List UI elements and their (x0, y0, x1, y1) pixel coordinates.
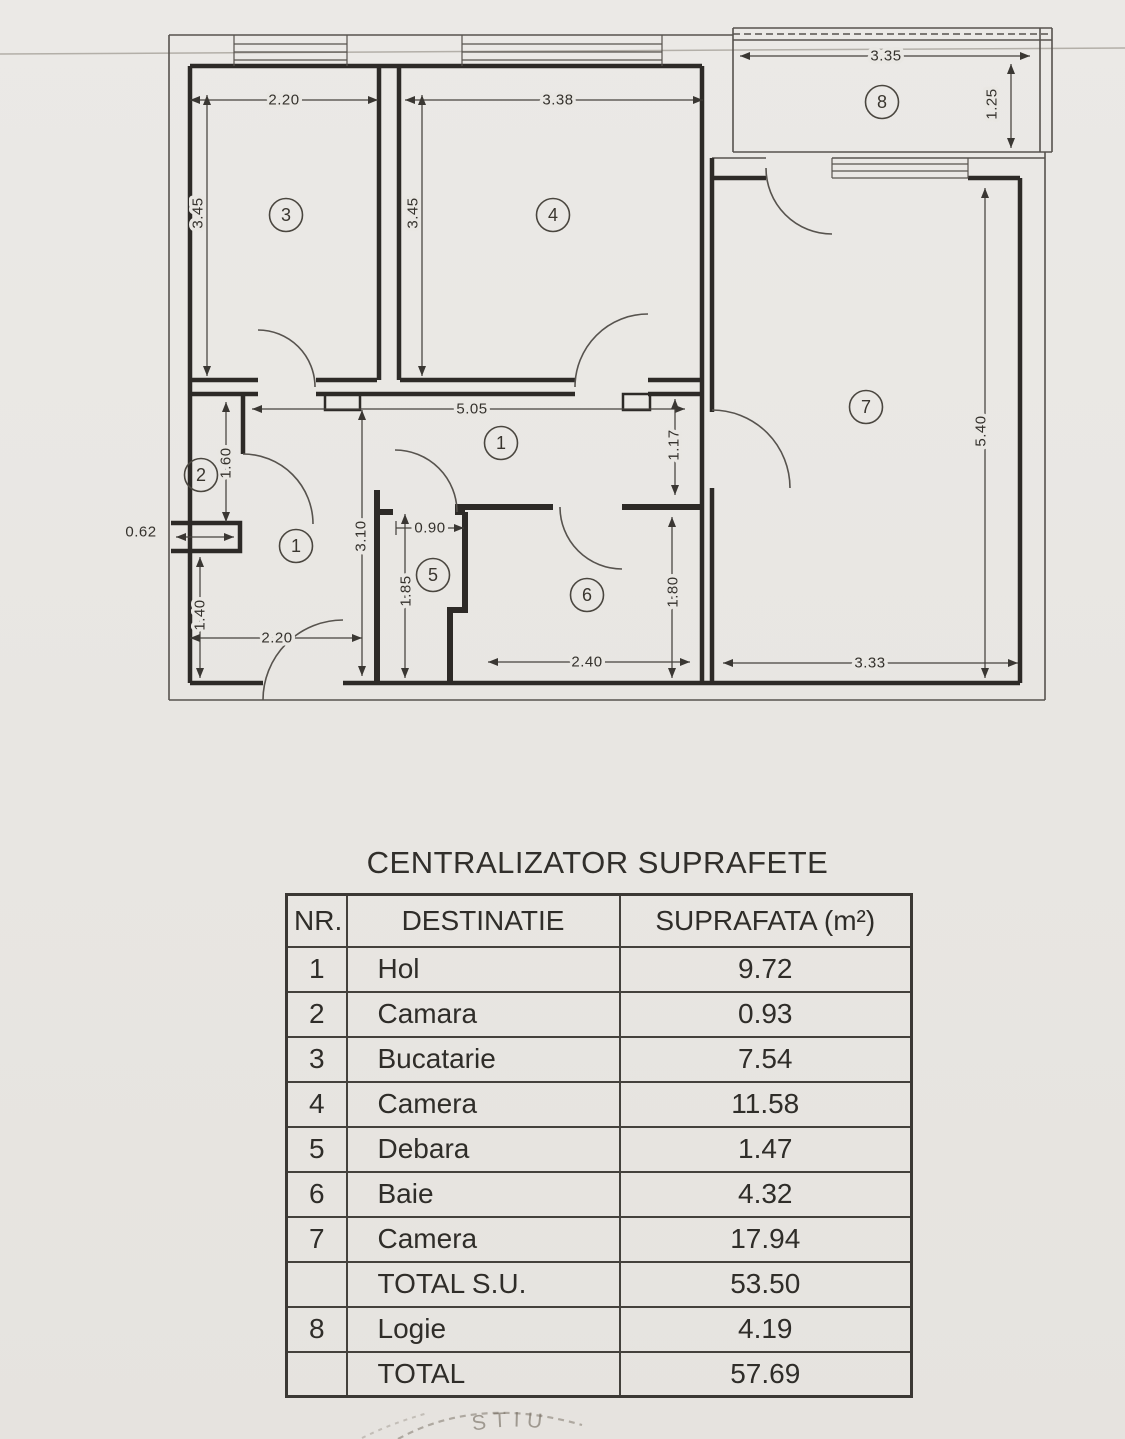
window-camera7-logie (832, 158, 968, 178)
areas-table (285, 893, 913, 1398)
svg-text:3.35: 3.35 (870, 47, 902, 65)
svg-text:1.25: 1.25 (983, 88, 1001, 120)
svg-text:0.90: 0.90 (414, 519, 446, 537)
table-row (287, 1082, 912, 1127)
dim-camera7-height (973, 188, 990, 678)
svg-text:3.45: 3.45 (404, 197, 422, 229)
svg-text:3.38: 3.38 (542, 91, 574, 109)
cell-destinatie: Baie (347, 1172, 620, 1217)
svg-text:1.80: 1.80 (664, 576, 682, 608)
cell-destinatie: Bucatarie (347, 1037, 620, 1082)
cell-nr: 6 (287, 1172, 347, 1217)
dim-camera7-width (723, 655, 1018, 672)
svg-text:3.10: 3.10 (352, 520, 370, 552)
cell-suprafata: 17.94 (620, 1217, 912, 1262)
cell-suprafata: 4.32 (620, 1172, 912, 1217)
cell-suprafata: 1.47 (620, 1127, 912, 1172)
svg-text:6: 6 (581, 585, 593, 605)
svg-text:5.05: 5.05 (456, 400, 488, 418)
svg-text:1.85: 1.85 (397, 575, 415, 607)
room-label-logie (866, 86, 899, 119)
partial-round-stamp (0, 1379, 1125, 1439)
stamp-inner-arc (362, 1413, 428, 1438)
room-label-bucatarie (270, 199, 303, 232)
svg-text:3.33: 3.33 (854, 654, 886, 672)
exterior-outline (169, 28, 1052, 700)
svg-text:1.17: 1.17 (665, 429, 683, 461)
dim-entry-wall-height (192, 557, 209, 678)
dim-niche-depth (125, 524, 234, 541)
cell-nr: 4 (287, 1082, 347, 1127)
svg-text:2.20: 2.20 (268, 91, 300, 109)
dim-hall-bottom-width (190, 630, 362, 647)
cell-nr: 2 (287, 992, 347, 1037)
cell-suprafata: 9.72 (620, 947, 912, 992)
table-title: CENTRALIZATOR SUPRAFETE (366, 845, 829, 880)
svg-text:2: 2 (195, 465, 207, 485)
dim-baie-width (488, 654, 690, 671)
dim-hall-left-height (353, 410, 370, 676)
cell-suprafata: 57.69 (620, 1352, 912, 1397)
dim-logie-depth (984, 64, 1012, 148)
cell-suprafata: 53.50 (620, 1262, 912, 1307)
header-suprafata: SUPRAFATA (m²) (620, 895, 912, 947)
cell-destinatie: Debara (347, 1127, 620, 1172)
cell-nr: 3 (287, 1037, 347, 1082)
cell-nr: 8 (287, 1307, 347, 1352)
door-arc-bucatarie (258, 330, 315, 387)
wall-pier-right (623, 394, 650, 410)
dim-camara-height (218, 402, 235, 522)
room-label-hall-lower (280, 530, 313, 563)
svg-text:5.40: 5.40 (972, 415, 990, 447)
svg-text:3.45: 3.45 (189, 197, 207, 229)
table-row-total-su (287, 1262, 912, 1307)
table-row (287, 947, 912, 992)
cell-destinatie: Logie (347, 1307, 620, 1352)
cell-destinatie: Camera (347, 1217, 620, 1262)
cell-destinatie: TOTAL (347, 1352, 620, 1397)
room-label-camera4 (537, 199, 570, 232)
svg-text:0.62: 0.62 (125, 523, 157, 541)
cell-suprafata: 7.54 (620, 1037, 912, 1082)
dim-wall-segment (666, 399, 683, 495)
table-row (287, 1127, 912, 1172)
svg-text:8: 8 (876, 92, 888, 112)
cell-nr: 5 (287, 1127, 347, 1172)
svg-text:4: 4 (547, 205, 559, 225)
room-label-hall-upper (485, 427, 518, 460)
svg-text:1: 1 (290, 536, 302, 556)
stamp-text: STIU (470, 1408, 551, 1436)
svg-text:1.60: 1.60 (217, 447, 235, 479)
svg-text:2.20: 2.20 (261, 629, 293, 647)
cell-destinatie: Camara (347, 992, 620, 1037)
dim-camera4-width (405, 92, 703, 109)
door-arc-camera7 (712, 410, 790, 488)
dim-debara-height (398, 514, 415, 678)
cell-destinatie: Camera (347, 1082, 620, 1127)
dim-debara-width (396, 520, 464, 537)
door-arc-baie (560, 507, 622, 569)
table-row (287, 1217, 912, 1262)
cell-nr: 1 (287, 947, 347, 992)
door-arc-camera4 (575, 314, 648, 387)
svg-text:7: 7 (860, 397, 872, 417)
table-row (287, 1307, 912, 1352)
wall-pier-left (325, 394, 360, 410)
cell-destinatie: Hol (347, 947, 620, 992)
room-label-debara (417, 559, 450, 592)
window-bucatarie (234, 35, 347, 66)
dim-hall-width (252, 401, 685, 418)
table-header-row (287, 895, 912, 947)
cell-suprafata: 0.93 (620, 992, 912, 1037)
dim-camera4-height (405, 95, 423, 376)
dim-bucatarie-width (190, 92, 378, 109)
door-arc-camara (243, 454, 313, 524)
header-destinatie: DESTINATIE (347, 895, 620, 947)
door-arc-logie (766, 168, 832, 234)
cell-destinatie: TOTAL S.U. (347, 1262, 620, 1307)
cell-nr (287, 1262, 347, 1307)
svg-text:3: 3 (280, 205, 292, 225)
cell-nr: 7 (287, 1217, 347, 1262)
svg-text:1: 1 (495, 433, 507, 453)
dim-baie-height (665, 517, 682, 678)
room-label-camera7 (850, 391, 883, 424)
room-label-baie (571, 579, 604, 612)
door-arc-debara (395, 450, 457, 512)
table-row (287, 1037, 912, 1082)
cell-suprafata: 11.58 (620, 1082, 912, 1127)
cell-suprafata: 4.19 (620, 1307, 912, 1352)
svg-text:2.40: 2.40 (571, 653, 603, 671)
svg-text:1.40: 1.40 (191, 599, 209, 631)
table-row (287, 992, 912, 1037)
table-row (287, 1172, 912, 1217)
svg-text:5: 5 (427, 565, 439, 585)
header-nr: NR. (287, 895, 347, 947)
